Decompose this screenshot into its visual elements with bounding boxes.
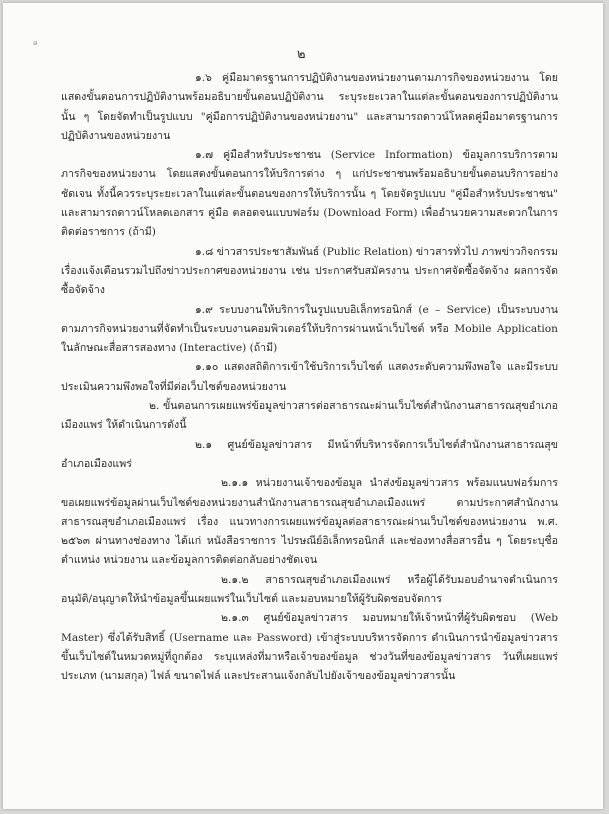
paragraph-2-1: ๒.๑ ศูนย์ข้อมูลข่าวสาร มีหน้าที่บริหารจัดการเว็บไซต์สำนักงานสาธารณสุขอำเภอเมืองแพร่ [61, 438, 558, 470]
document-body [61, 69, 558, 687]
paragraph-1-7: ๑.๗ คู่มือสำหรับประชาชน (Service Information) ข้อมูลการบริการตามภารกิจของหน่วยงาน โดยแสดงขั้นตอนการให้บริการต่าง ๆ แก่ประชาชนพร้อมอธิบายขั้นตอนบริการอย่างชัดเจน ทั้งนี้ควรระบุระยะเวลาในแต่ละขั้นตอนของการให้บริการนั้น ๆ โดยจัดรูปแบบ "คู่มือสำหรับประชาชน" และสามารถดาวน์โหลดเอกสาร คู่มือ ตลอดจนแบบฟอร์ม (Download Form) เพื่ออำนวยความสะดวกในการติดต่อราชการ (ถ้ามี) [61, 149, 558, 239]
paragraph-1-8: ๑.๘ ข่าวสารประชาสัมพันธ์ (Public Relation) ข่าวสารทั่วไป ภาพข่าวกิจกรรม เรื่องแจ้งเตือนรวมไปถึงข่าวประกาศของหน่วยงาน เช่น ประกาศรับสมัครงาน ประกาศจัดซื้อจัดจ้าง ผลการจัดซื้อจัดจ้าง [61, 245, 558, 297]
document-page [3, 3, 603, 809]
margin-mark: ə [33, 39, 38, 47]
paragraph-2-1-2: ๒.๑.๒ สาธารณสุขอำเภอเมืองแพร่ หรือผู้ได้รับมอบอำนาจดำเนินการอนุมัติ/อนุญาตให้นำข้อมูลขึ้นเผยแพร่ในเว็บไซต์ และมอบหมายให้ผู้รับผิดชอบจัดการ [61, 573, 558, 606]
paragraph-1-6: ๑.๖ คู่มือมาตรฐานการปฏิบัติงานของหน่วยงานตามภารกิจของหน่วยงาน โดยแสดงขั้นตอนการปฏิบัติงานพร้อมอธิบายขั้นตอนปฏิบัติงาน ระบุระยะเวลาในแต่ละขั้นตอนของการปฏิบัติงานนั้น ๆ โดยจัดทำเป็นรูปแบบ "คู่มือการปฏิบัติงานของหน่วยงาน" และสามารถดาวน์โหลดคู่มือมาตรฐานการปฏิบัติงานของหน่วยงาน [61, 72, 558, 142]
page-number: ๒ [297, 47, 306, 62]
paragraph-2: ๒. ขั้นตอนการเผยแพร่ข้อมูลข่าวสารต่อสาธารณะผ่านเว็บไซต์สำนักงานสาธารณสุขอำเภอเมืองแพร่ ให้ดำเนินการดังนี้ [61, 400, 558, 432]
paragraph-2-1-3: ๒.๑.๓ ศูนย์ข้อมูลข่าวสาร มอบหมายให้เจ้าหน้าที่ผู้รับผิดชอบ (Web Master) ซึ่งได้รับสิทธิ์ (Username และ Password) เข้าสู่ระบบบริหารจัดการ ดำเนินการนำข้อมูลข่าวสารขึ้นเว็บไซต์ในหมวดหมู่ที่ถูกต้อง ระบุแหล่งที่มาหรือเจ้าของข้อมูล ช่วงวันที่ของข้อมูลข่าวสาร วันที่เผยแพร่ ประเภท (นามสกุล) ไฟล์ ขนาดไฟล์ และประสานแจ้งกลับไปยังเจ้าของข้อมูลข่าวสารนั้น [61, 612, 558, 683]
paragraph-2-1-1: ๒.๑.๑ หน่วยงานเจ้าของข้อมูล นำส่งข้อมูลข่าวสาร พร้อมแนบฟอร์มการขอเผยแพร่ข้อมูลผ่านเว็บไซต์ของหน่วยงานสำนักงานสาธารณสุขอำเภอเมืองแพร่ ตามประกาศสำนักงานสาธารณสุขอำเภอเมืองแพร่ เรื่อง แนวทางการเผยแพร่ข้อมูลต่อสาธารณะผ่านเว็บไซต์ของหน่วยงาน พ.ศ. ๒๕๖๓ ผ่านทางช่องทาง ได้แก่ หนังสือราชการ ไปรษณีย์อิเล็กทรอนิกส์ และช่องทางสื่อสารอื่น ๆ โดยระบุชื่อ ตำแหน่ง หน่วยงาน และข้อมูลการติดต่อกลับอย่างชัดเจน [61, 477, 558, 567]
paragraph-1-10: ๑.๑๐ แสดงสถิติการเข้าใช้บริการเว็บไซต์ แสดงระดับความพึงพอใจ และมีระบบประเมินความพึงพอใจที่มีต่อเว็บไซต์ของหน่วยงาน [61, 361, 558, 393]
paragraph-1-9: ๑.๙ ระบบงานให้บริการในรูปแบบอิเล็กทรอนิกส์ (e – Service) เป็นระบบงานตามภารกิจหน่วยงานที่จัดทำเป็นระบบงานคอมพิวเตอร์ให้บริการผ่านหน้าเว็บไซต์ หรือ Mobile Application ในลักษณะสื่อสารสองทาง (Interactive) (ถ้ามี) [61, 303, 558, 355]
